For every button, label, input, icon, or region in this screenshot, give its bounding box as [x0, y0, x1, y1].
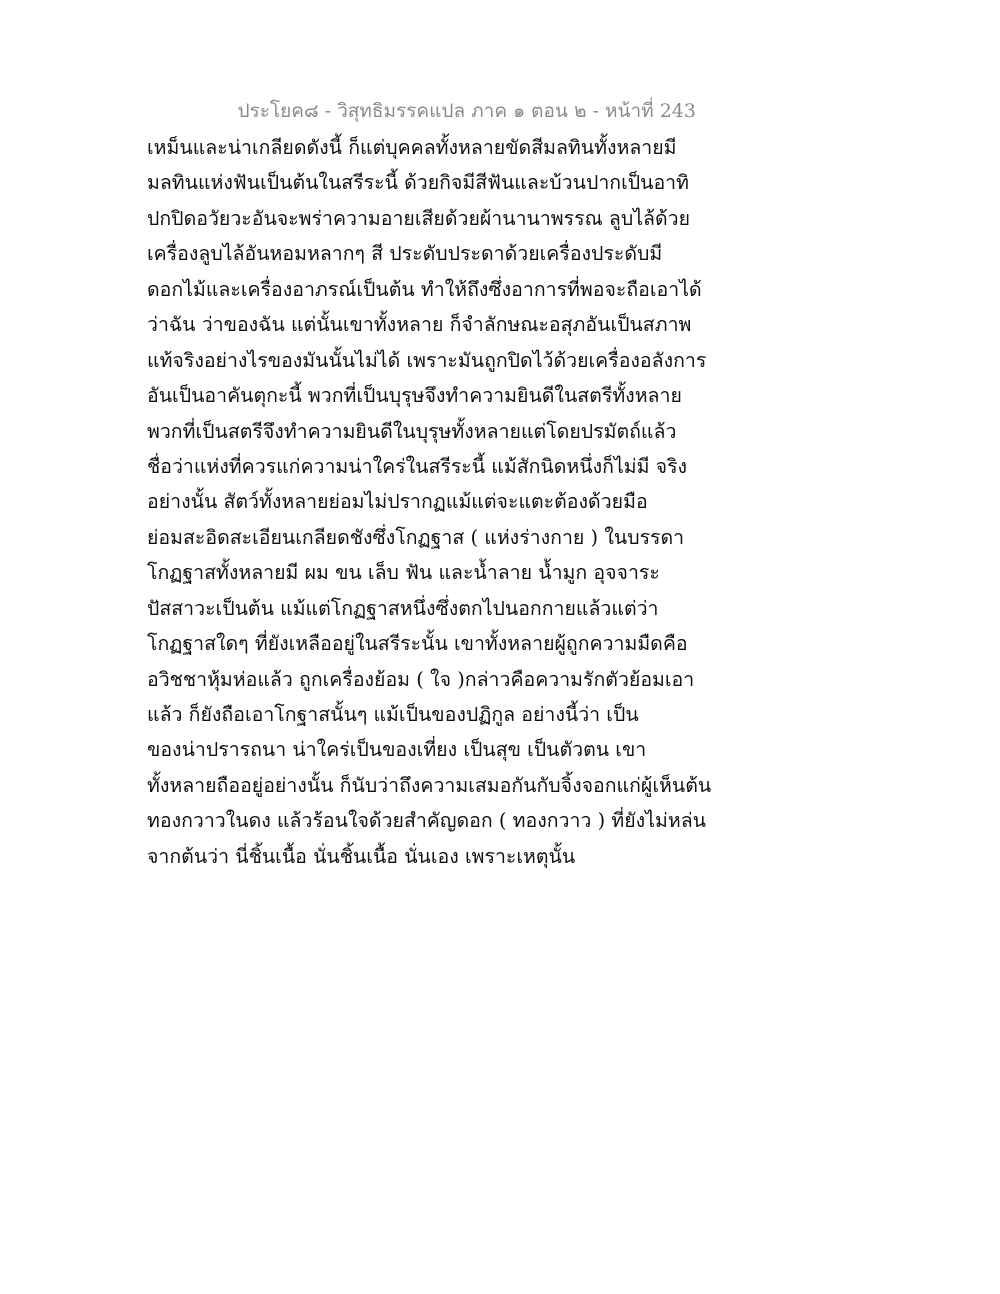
- text-line: เครื่องลูบไล้อันหอมหลากๆ สี ประดับประดาด้วยเครื่องประดับมี: [147, 242, 663, 266]
- text-line: แท้จริงอย่างไรของมันนั้นไม่ได้ เพราะมันถูกปิดไว้ด้วยเครื่องอลังการ: [147, 348, 707, 372]
- text-line: ดอกไม้และเครื่องอาภรณ์เป็นต้น ทำให้ถึงซึ่งอาการที่พอจะถือเอาได้: [147, 277, 702, 301]
- text-line: อย่างนั้น สัตว์ทั้งหลายย่อมไม่ปรากฏแม้แต่จะแตะต้องด้วยมือ: [147, 490, 648, 514]
- text-line: โกฏฐาสทั้งหลายมี ผม ขน เล็บ ฟัน และน้ำลาย น้ำมูก อุจจาระ: [147, 561, 660, 585]
- text-line: ทองกวาวในดง แล้วร้อนใจด้วยสำคัญดอก ( ทองกวาว ) ที่ยังไม่หล่น: [147, 809, 706, 833]
- text-line: อันเป็นอาคันตุกะนี้ พวกที่เป็นบุรุษจึงทำความยินดีในสตรีทั้งหลาย: [147, 384, 682, 408]
- text-line: ย่อมสะอิดสะเอียนเกลียดชังซึ่งโกฏฐาส ( แห่งร่างกาย ) ในบรรดา: [147, 525, 685, 549]
- text-line: เหม็นและน่าเกลียดดังนี้ ก็แต่บุคคลทั้งหลายขัดสีมลทินทั้งหลายมี: [147, 136, 677, 159]
- text-line: ปัสสาวะเป็นต้น แม้แต่โกฏฐาสหนึ่งซึ่งตกไปนอกกายแล้วแต่ว่า: [147, 596, 659, 620]
- text-line: แล้ว ก็ยังถือเอาโกฐาสนั้นๆ แม้เป็นของปฏิกูล อย่างนี้ว่า เป็น: [147, 703, 639, 726]
- text-line: ของน่าปรารถนา น่าใคร่เป็นของเที่ยง เป็นสุข เป็นตัวตน เขา: [147, 738, 647, 762]
- text-line: มลทินแห่งฟันเป็นต้นในสรีระนี้ ด้วยกิจมีสีฟันและบ้วนปากเป็นอาทิ: [147, 171, 689, 195]
- body-text: [147, 130, 712, 874]
- text-line: ว่าฉัน ว่าของฉัน แต่นั้นเขาทั้งหลาย ก็จำลักษณะอสุภอันเป็นสภาพ: [147, 313, 692, 337]
- text-line: จากต้นว่า นี่ชิ้นเนื้อ นั่นชิ้นเนื้อ นั่นเอง เพราะเหตุนั้น: [147, 844, 576, 868]
- page-header: ประโยค๘ - วิสุทธิมรรคแปล ภาค ๑ ตอน ๒ - หน้าที่ 243: [237, 100, 696, 122]
- text-line: พวกที่เป็นสตรีจึงทำความยินดีในบุรุษทั้งหลายแต่โดยปรมัตถ์แล้ว: [147, 419, 677, 443]
- text-line: โกฏฐาสใดๆ ที่ยังเหลืออยู่ในสรีระนั้น เขาทั้งหลายผู้ถูกความมืดคือ: [147, 632, 688, 656]
- text-line: ปกปิดอวัยวะอันจะพร่าความอายเสียด้วยผ้านานาพรรณ ลูบไล้ด้วย: [147, 206, 691, 230]
- text-line: ชื่อว่าแห่งที่ควรแก่ความน่าใคร่ในสรีระนี้ แม้สักนิดหนึ่งก็ไม่มี จริง: [147, 454, 688, 478]
- text-line: ทั้งหลายถืออยู่อย่างนั้น ก็นับว่าถึงความเสมอกันกับจิ้งจอกแก่ผู้เห็นต้น: [147, 773, 712, 797]
- text-line: อวิชชาหุ้มห่อแล้ว ถูกเครื่องย้อม ( ใจ )กล่าวคือความรักตัวย้อมเอา: [147, 667, 695, 691]
